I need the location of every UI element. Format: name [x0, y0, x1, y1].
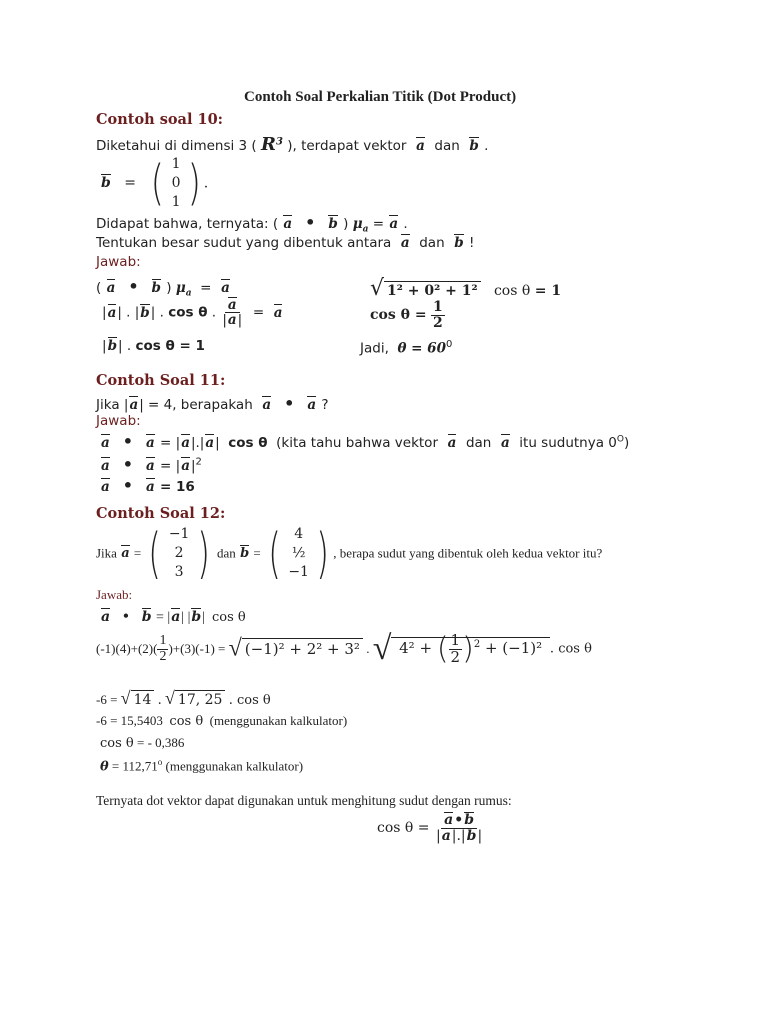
- soal12-step3: -6 = √ 14 . √ 17, 25 . cos θ: [96, 688, 271, 708]
- one-half-fraction: $\frac{1}{2}$: [433, 299, 443, 331]
- half-fraction-1: $\frac{1}{2}$: [159, 632, 167, 664]
- soal12-heading: Contoh Soal 12:: [96, 505, 226, 522]
- soal12-step2: (-1)(4)+(2)( $\frac{1}{2}$ )+(3)(-1) = √ (−1)² + 2² + 3² . √ 4² + ( $\frac{1}{2}$ )$^2$ + (−1)² . cos θ: [96, 630, 592, 667]
- soal12-step1: a • b = |a| |b| cos θ: [101, 608, 246, 625]
- soal11-question: Jika |a| = 4, berapakah a • a ?: [96, 394, 329, 413]
- a-vector-matrix: −1 2 3: [168, 526, 190, 580]
- a-over-norm-a: $\frac{a}{|a|}$: [222, 297, 243, 329]
- soal12-step6: $\theta = 112,71^o$ (menggunakan kalkulator): [100, 757, 304, 775]
- b-vector-matrix-12: 4 ½ −1: [288, 526, 309, 580]
- soal10-intro: Diketahui di dimensi 3 ( $R^3$ ), terdapat vektor a dan b .: [96, 134, 489, 155]
- soal10-sqrt-line: √ 1² + 0² + 1² cos θ = 1: [370, 276, 562, 301]
- soal10-result: Jadi, $\theta = 60^0$: [360, 339, 453, 357]
- soal10-heading: Contoh soal 10:: [96, 111, 224, 128]
- soal10-step2: |a| . |b| . cos θ . $\frac{a}{|a|}$ = a: [102, 297, 283, 329]
- b-vector-matrix: 1 0 1: [171, 156, 181, 210]
- soal11-step3: a • a = 16: [101, 476, 195, 495]
- soal10-step3: |b| . cos θ = 1: [102, 338, 205, 354]
- soal10-jawab: Jawab:: [96, 254, 141, 270]
- soal11-heading: Contoh Soal 11:: [96, 372, 226, 389]
- formula-fraction: $\frac{a•b}{|a|.|b|}$: [435, 812, 483, 844]
- soal10-task: Tentukan besar sudut yang dibentuk antara a dan b !: [96, 235, 475, 251]
- soal12-step5: cos θ = - 0,386: [100, 735, 185, 751]
- half-fraction-2: $\frac{1}{2}$: [450, 630, 461, 666]
- soal11-step2: a • $a = |a|^2$: [101, 455, 202, 474]
- soal10-b-vector: b = ( 1 0 1 ) .: [101, 155, 209, 212]
- page-title: Contoh Soal Perkalian Titik (Dot Product): [244, 89, 517, 105]
- soal12-jawab: Jawab:: [96, 587, 133, 602]
- soal12-question: Jika a = ( −1 2 3 ) dan b = ( 4 ½ −1 ) , berapa sudut yang dibentuk oleh kedua vektor itu?: [96, 522, 603, 585]
- soal12-step4: -6 = 15,5403 cos θ (menggunakan kalkulator): [96, 713, 348, 729]
- soal10-cos-half: cos θ = $\frac{1}{2}$: [370, 299, 443, 331]
- soal11-step1: a • a = |a|.|a| cos θ (kita tahu bahwa vektor a dan a itu sudutnya $0^O$): [101, 432, 630, 451]
- cos-formula: cos θ = $\frac{a•b}{|a|.|b|}$: [377, 812, 483, 844]
- soal11-jawab: Jawab:: [96, 413, 141, 429]
- soal10-given: Didapat bahwa, ternyata: ( a • b ) $\mu_a = a$ .: [96, 213, 408, 235]
- conclusion-text: Ternyata dot vektor dapat digunakan untuk menghitung sudut dengan rumus:: [96, 793, 512, 808]
- soal10-step1: ( a • b ) $\mu_a = a$: [96, 277, 230, 299]
